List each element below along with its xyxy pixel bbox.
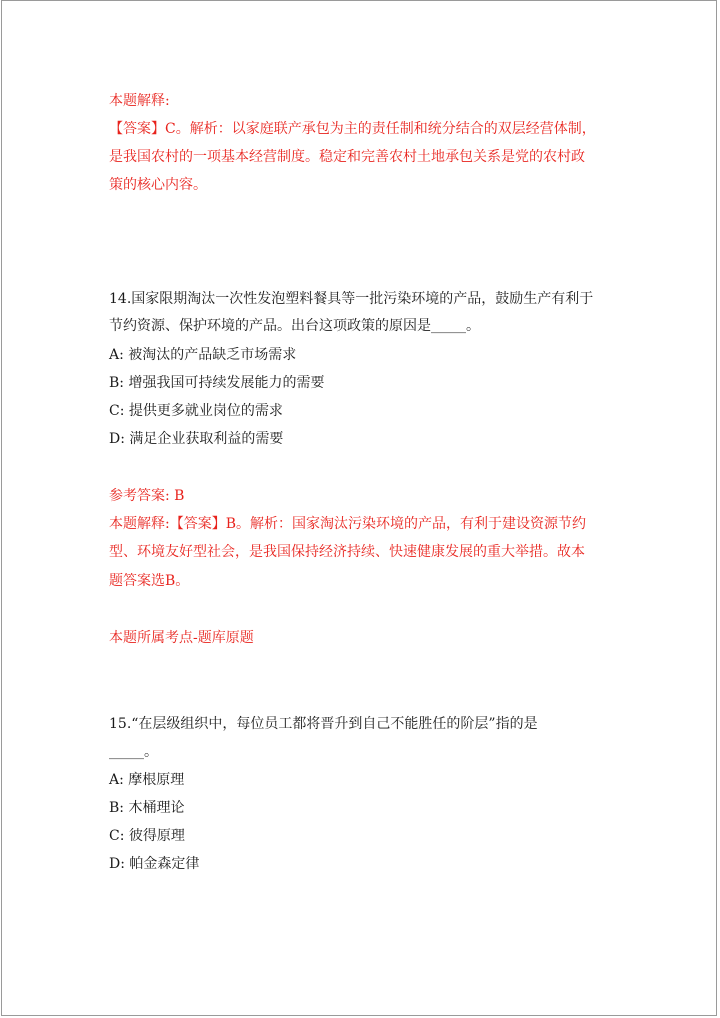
q14-option-a: A: 被淘汰的产品缺乏市场需求	[109, 347, 297, 363]
q14-explanation-line-2: 型、环境友好型社会，是我国保持经济持续、快速健康发展的重大举措。故本	[109, 544, 585, 560]
q14-answer: 参考答案: B	[109, 488, 185, 504]
q14-stem-line-2: 节约资源、保护环境的产品。出台这项政策的原因是_____。	[109, 318, 480, 334]
q14-topic: 本题所属考点-题库原题	[109, 630, 254, 646]
q14-option-d: D: 满足企业获取利益的需要	[109, 431, 284, 447]
q15-option-a: A: 摩根原理	[109, 772, 185, 788]
q15-option-c: C: 彼得原理	[109, 828, 185, 844]
q15-stem-line-1: 15.“在层级组织中，每位员工都将晋升到自己不能胜任的阶层”指的是	[109, 716, 538, 732]
prev-explanation-line-2: 是我国农村的一项基本经营制度。稳定和完善农村土地承包关系是党的农村政	[109, 149, 585, 165]
q15-stem-line-2: _____。	[109, 744, 158, 760]
prev-explanation-line-1: 【答案】C。解析：以家庭联产承包为主的责任制和统分结合的双层经营体制，	[109, 121, 596, 137]
q14-stem-line-1: 14.国家限期淘汰一次性发泡塑料餐具等一批污染环境的产品，鼓励生产有利于	[109, 291, 594, 307]
q14-option-c: C: 提供更多就业岗位的需求	[109, 403, 283, 419]
prev-explanation-label: 本题解释:	[109, 93, 170, 109]
q14-explanation-line-3: 题答案选B。	[109, 573, 190, 589]
q15-option-d: D: 帕金森定律	[109, 856, 200, 872]
q14-explanation-line-1: 本题解释:【答案】B。解析：国家淘汰污染环境的产品，有利于建设资源节约	[109, 516, 587, 532]
q15-option-b: B: 木桶理论	[109, 800, 185, 816]
q14-option-b: B: 增强我国可持续发展能力的需要	[109, 375, 325, 391]
prev-explanation-line-3: 策的核心内容。	[109, 177, 207, 193]
